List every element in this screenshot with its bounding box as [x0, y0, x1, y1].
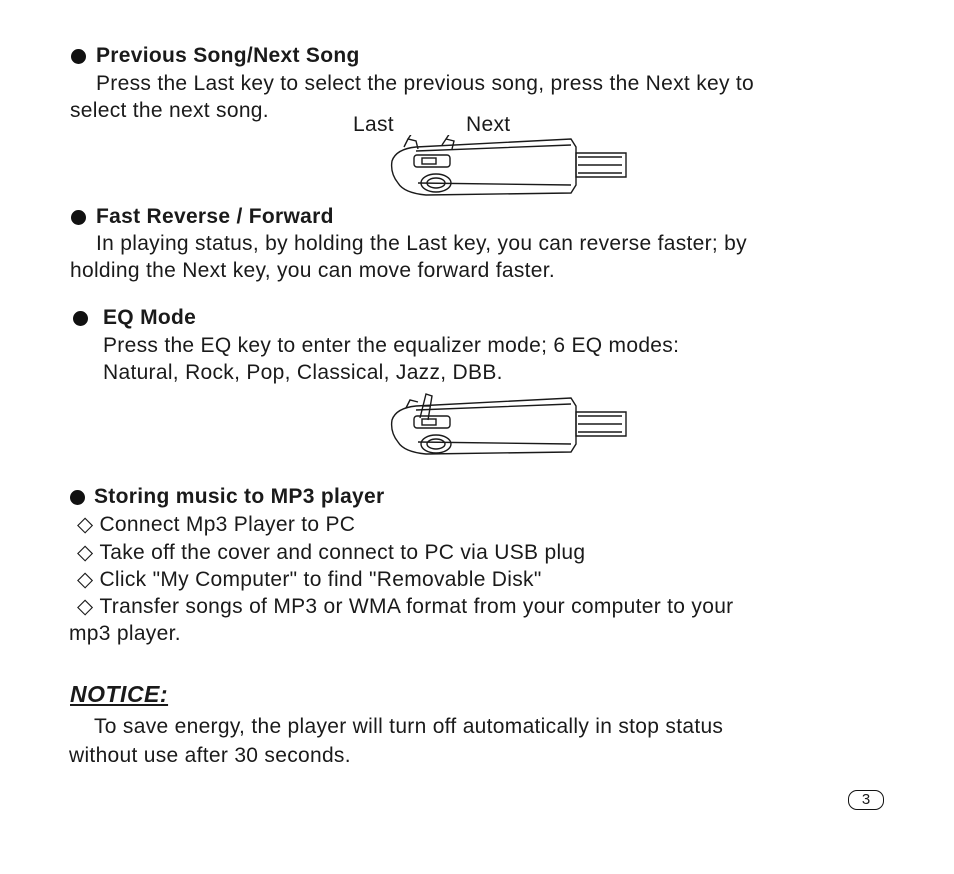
- list-item: [77, 567, 542, 592]
- list-item: [77, 594, 733, 619]
- fast-text-line1: In playing status, by holding the Last key, you can reverse faster; by: [96, 232, 747, 255]
- prev-next-text-line2: select the next song.: [70, 99, 269, 122]
- fast-text-line2: holding the Next key, you can move forward faster.: [70, 259, 556, 282]
- list-item-text: Click "My Computer" to find "Removable Disk": [99, 568, 542, 591]
- next-key-label: Next: [466, 113, 511, 136]
- section-heading-prev-next: Previous Song/Next Song: [96, 44, 360, 67]
- bullet-icon: [71, 49, 86, 64]
- eq-text-line2: Natural, Rock, Pop, Classical, Jazz, DBB.: [103, 361, 503, 384]
- diamond-icon: ◇: [77, 568, 94, 591]
- diamond-icon: ◇: [77, 513, 94, 536]
- prev-next-text-line1: Press the Last key to select the previous song, press the Next key to: [96, 72, 755, 95]
- bullet-icon: [73, 311, 88, 326]
- notice-title: NOTICE:: [70, 681, 169, 707]
- notice-text-line2: without use after 30 seconds.: [69, 744, 351, 767]
- bullet-icon: [70, 490, 85, 505]
- list-item: [77, 512, 355, 537]
- mp3-player-diagram-keys: [386, 135, 636, 199]
- eq-text-line1: Press the EQ key to enter the equalizer mode; 6 EQ modes:: [103, 334, 680, 357]
- list-item-continuation: mp3 player.: [69, 622, 181, 645]
- diamond-icon: ◇: [77, 541, 94, 564]
- mp3-player-diagram-eq: [386, 392, 636, 458]
- section-heading-fast: Fast Reverse / Forward: [96, 205, 334, 228]
- list-item-text: Transfer songs of MP3 or WMA format from your computer to your: [99, 595, 734, 618]
- bullet-icon: [71, 210, 86, 225]
- section-heading-eq: EQ Mode: [103, 306, 197, 329]
- page-number: 3: [848, 790, 884, 810]
- list-item-text: Take off the cover and connect to PC via USB plug: [99, 541, 586, 564]
- list-item-text: Connect Mp3 Player to PC: [99, 513, 356, 536]
- list-item: [77, 540, 585, 565]
- section-heading-storing: Storing music to MP3 player: [94, 485, 385, 508]
- diamond-icon: ◇: [77, 595, 94, 618]
- last-key-label: Last: [353, 113, 394, 136]
- notice-text-line1: To save energy, the player will turn off automatically in stop status: [94, 715, 724, 738]
